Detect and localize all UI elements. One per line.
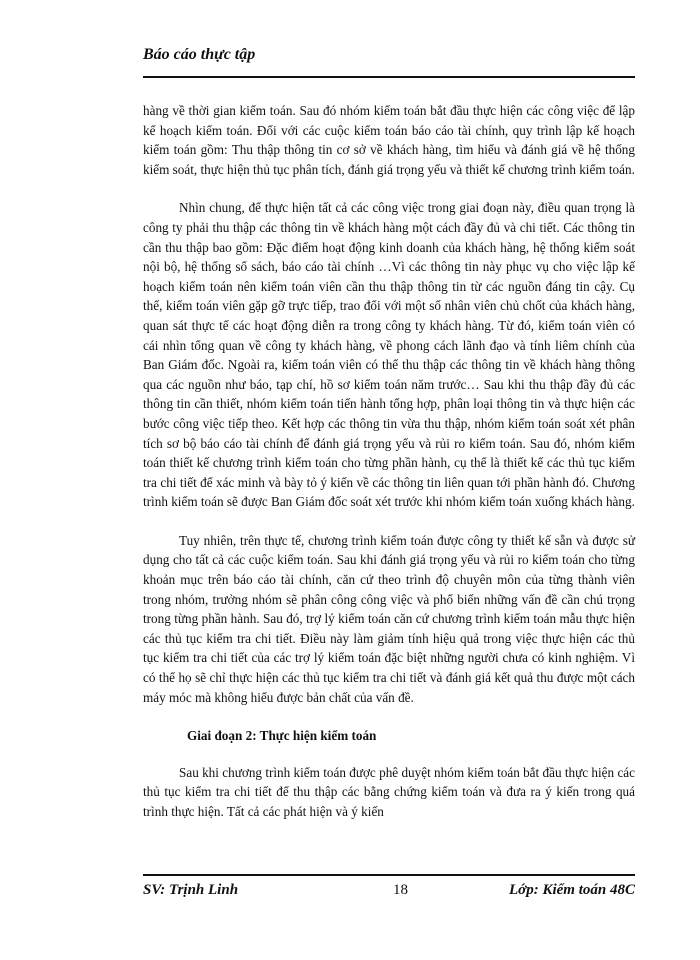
header-divider (143, 76, 635, 78)
paragraph-4: Sau khi chương trình kiểm toán được phê duyệt nhóm kiểm toán bắt đầu thực hiện các thủ tục kiểm tra chi tiết để thu thập các bằng chứng kiểm toán và đưa ra ý kiến trong quá trình thực hiện. Tất cả các phát hiện và ý kiến (143, 764, 635, 819)
document-body (143, 101, 635, 822)
paragraph-3: Tuy nhiên, trên thực tế, chương trình kiểm toán được công ty thiết kế sẵn và được sử dụng cho tất cả các cuộc kiểm toán. Sau khi đánh giá trọng yếu và rủi ro kiểm toán cho từng khoản mục trên báo cáo tài chính, căn cứ theo trình độ chuyên môn của từng thành viên trong nhóm, trưởng nhóm sẽ phân công công việc và phổ biến những vấn đề cần chú trọng trong từng phần hành. Sau đó, trợ lý kiểm toán căn cứ chương trình kiểm toán mẫu thực hiện các thủ tục kiểm tra chi tiết. Điều này làm giảm tính hiệu quả trong việc thực hiện các thủ tục kiểm tra chi tiết của các trợ lý kiểm toán đặc biệt những người chưa có kinh nghiệm. Vì có thể họ sẽ chỉ thực hiện các thủ tục kiểm tra chi tiết và đánh giá kết quả thu được một cách máy móc mà không hiểu được bản chất của vấn đề. (143, 532, 635, 705)
section-heading: Giai đoạn 2: Thực hiện kiểm toán (187, 728, 377, 744)
footer-page-number: 18 (393, 882, 408, 898)
paragraph-1: hàng về thời gian kiểm toán. Sau đó nhóm kiểm toán bắt đầu thực hiện các công việc để lập kế hoạch kiểm toán. Đối với các cuộc kiểm toán báo cáo tài chính, quy trình lập kế hoạch kiểm toán gồm: Thu thập thông tin cơ sở về khách hàng, tìm hiểu và đánh giá về hệ thống kiểm soát, thực hiện thủ tục phân tích, đánh giá trọng yếu và thiết kế chương trình kiểm toán. (143, 103, 635, 177)
footer-divider (143, 874, 635, 876)
paragraph-2: Nhìn chung, để thực hiện tất cả các công việc trong giai đoạn này, điều quan trọng là công ty phải thu thập các thông tin về khách hàng một cách đầy đủ và chi tiết. Các thông tin cần thu thập bao gồm: Đặc điểm hoạt động kinh doanh của khách hàng, hệ thống kiểm soát nội bộ, hệ thống sổ sách, báo cáo tài chính …Vì các thông tin này phục vụ cho việc lập kế hoạch kiểm toán nên kiểm toán viên cần thu thập thông tin từ các nguồn đáng tin cậy. Cụ thể, kiểm toán viên gặp gỡ trực tiếp, trao đổi với một số nhân viên chủ chốt của khách hàng, quan sát thực tế các hoạt động diễn ra trong công ty khách hàng. Từ đó, kiểm toán viên có cái nhìn tổng quan về công ty khách hàng, về phong cách lãnh đạo và tính liêm chính của Ban Giám đốc. Ngoài ra, kiểm toán viên có thể thu thập các thông tin về khách hàng thông qua các nguồn như báo, tạp chí, hồ sơ kiểm toán năm trước… Sau khi thu thập đầy đủ các thông tin cần thiết, nhóm kiểm toán tiến hành tổng hợp, phân loại thông tin và thực hiện các bước công việc tiếp theo. Kết hợp các thông tin vừa thu thập, nhóm kiểm toán soát xét phân tích sơ bộ báo cáo tài chính để đánh giá trọng yếu và rủi ro kiểm toán. Sau đó, nhóm kiểm toán thiết kế chương trình kiểm toán cho từng phần hành, cụ thể là thiết kế các thủ tục kiểm tra chi tiết để xác minh và bày tỏ ý kiến về các thông tin liên quan tới phần hành đó. Chương trình kiểm toán sẽ được Ban Giám đốc soát xét trước khi nhóm kiểm toán xuống khách hàng. (143, 200, 635, 510)
page-footer (143, 882, 635, 904)
footer-student-name: SV: Trịnh Linh (143, 882, 239, 898)
page-header-title: Báo cáo thực tập (143, 46, 256, 63)
footer-class-name: Lớp: Kiểm toán 48C (509, 882, 635, 898)
